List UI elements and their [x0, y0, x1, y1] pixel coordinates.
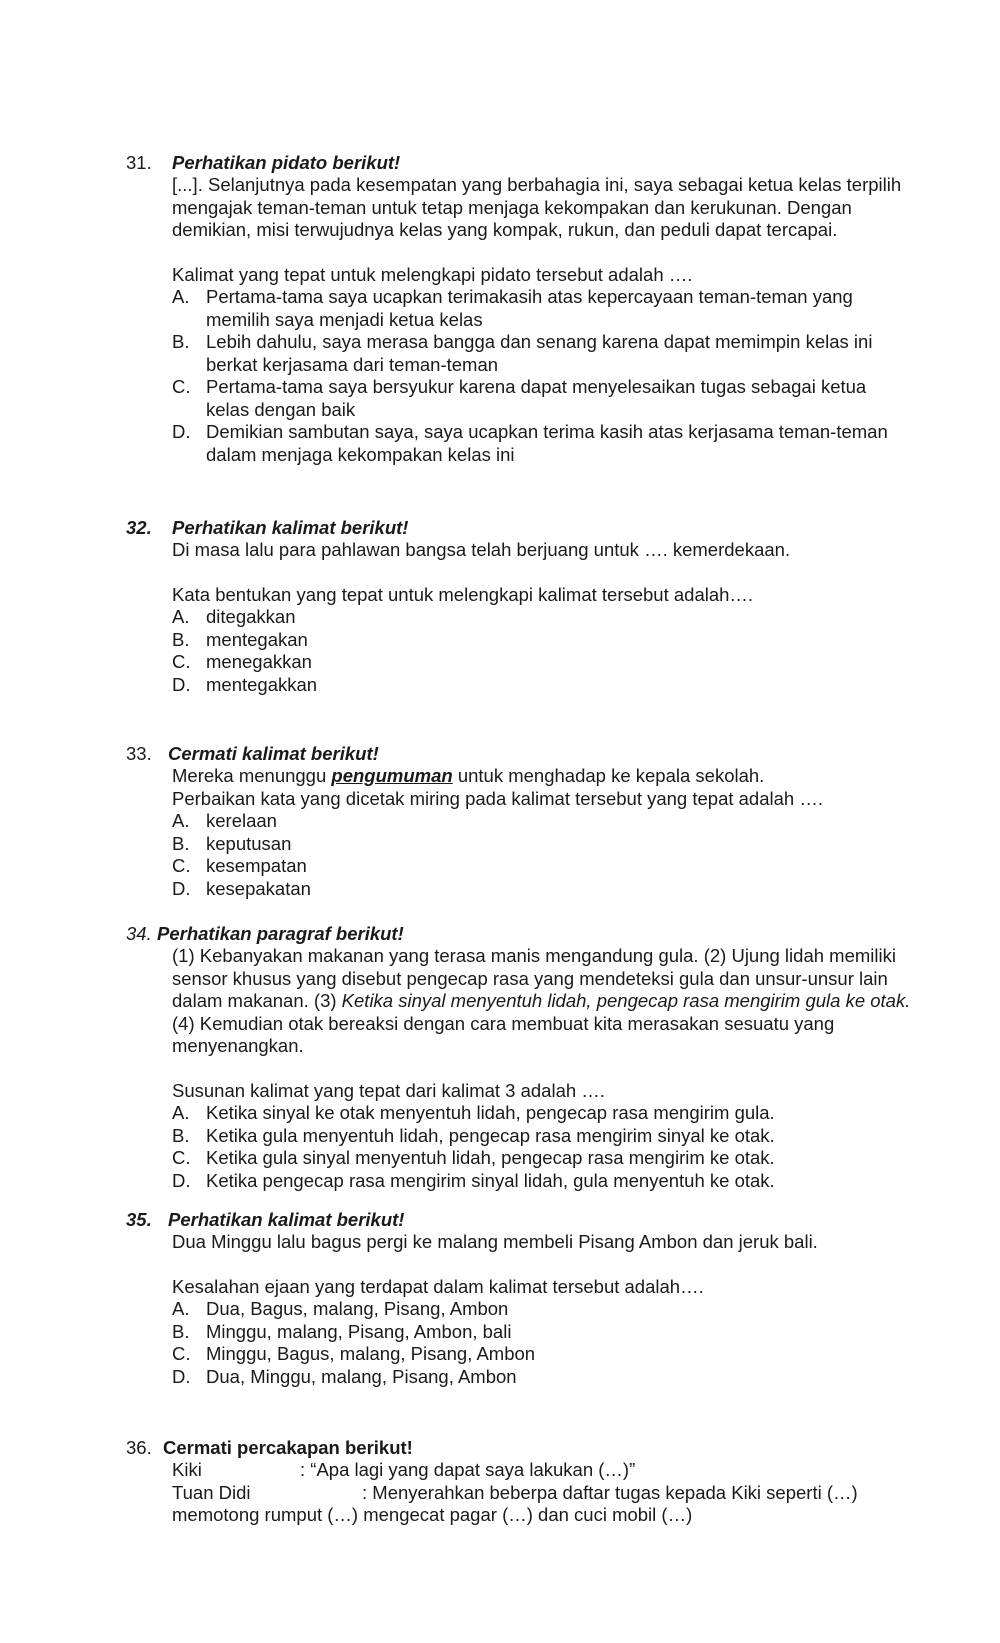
- option-letter: A.: [172, 286, 190, 307]
- option-text: Dua, Bagus, malang, Pisang, Ambon: [206, 1298, 509, 1319]
- answer-option-b[interactable]: [172, 1125, 912, 1148]
- option-letter: A.: [172, 1298, 190, 1319]
- question-sentence: Dua Minggu lalu bagus pergi ke malang membeli Pisang Ambon dan jeruk bali.: [172, 1231, 818, 1252]
- answer-option-c[interactable]: [172, 855, 912, 878]
- question-title: Perhatikan kalimat berikut!: [172, 517, 409, 538]
- option-text: kerelaan: [206, 810, 277, 831]
- answer-option-b[interactable]: [172, 629, 912, 652]
- answer-option-d[interactable]: [172, 1170, 912, 1193]
- option-letter: B.: [172, 331, 190, 352]
- option-text: Demikian sambutan saya, saya ucapkan terima kasih atas kerjasama teman-teman dalam menjaga kekompakan kelas ini: [206, 421, 888, 465]
- option-letter: C.: [172, 855, 191, 876]
- option-text: ditegakkan: [206, 606, 296, 627]
- option-text: Ketika sinyal ke otak menyentuh lidah, pengecap rasa mengirim gula.: [206, 1102, 775, 1123]
- option-letter: D.: [172, 421, 191, 442]
- marked-word: pengumuman: [331, 765, 453, 786]
- option-letter: D.: [172, 1169, 191, 1191]
- option-text: Dua, Minggu, malang, Pisang, Ambon: [206, 1365, 517, 1387]
- question-number: 32.: [126, 517, 152, 538]
- answer-option-b[interactable]: [172, 1321, 912, 1344]
- option-letter: B.: [172, 628, 190, 650]
- question-title: Perhatikan kalimat berikut!: [168, 1209, 405, 1230]
- option-text: Pertama-tama saya ucapkan terimakasih atas kepercayaan teman-teman yang memilih saya menjadi ketua kelas: [206, 286, 853, 330]
- answer-option-a[interactable]: [172, 1102, 912, 1125]
- answer-option-b[interactable]: [172, 331, 912, 376]
- option-text: Lebih dahulu, saya merasa bangga dan senang karena dapat memimpin kelas ini berkat kerjasama dari teman-teman: [206, 331, 873, 375]
- question-number: 35.: [126, 1209, 152, 1230]
- question-prompt: Perbaikan kata yang dicetak miring pada kalimat tersebut yang tepat adalah ….: [172, 787, 823, 809]
- question-prompt: Kesalahan ejaan yang terdapat dalam kalimat tersebut adalah….: [172, 1275, 704, 1297]
- question-sentence: Di masa lalu para pahlawan bangsa telah berjuang untuk …. kemerdekaan.: [172, 539, 791, 560]
- answer-option-d[interactable]: [172, 421, 912, 466]
- option-letter: C.: [172, 1147, 191, 1168]
- option-letter: A.: [172, 810, 190, 831]
- paragraph-passage: (1) Kebanyakan makanan yang terasa manis mengandung gula. (2) Ujung lidah memiliki sensor khusus yang disebut pengecap rasa yang mendeteksi gula dan unsur-unsur lain dalam makanan. (3) Ketika sinyal menyentuh lidah, pengecap rasa mengirim gula ke otak. (4) Kemudian otak bereaksi dengan cara membuat kita merasakan sesuatu yang menyenangkan.: [172, 945, 911, 1056]
- option-letter: A.: [172, 606, 190, 627]
- speaker-name: Kiki: [172, 1459, 202, 1480]
- answer-option-c[interactable]: [172, 651, 912, 674]
- answer-option-c[interactable]: [172, 1147, 912, 1170]
- option-text: menegakkan: [206, 651, 312, 672]
- option-letter: D.: [172, 673, 191, 695]
- question-number: 31.: [126, 152, 152, 173]
- answer-option-d[interactable]: [172, 1366, 912, 1389]
- speaker-name: Tuan Didi: [172, 1481, 251, 1503]
- dialogue-line-kiki: [172, 1459, 932, 1482]
- question-number: 36.: [126, 1437, 152, 1458]
- option-letter: D.: [172, 1365, 191, 1387]
- option-text: Ketika pengecap rasa mengirim sinyal lidah, gula menyentuh ke otak.: [206, 1169, 775, 1191]
- option-letter: B.: [172, 1124, 190, 1146]
- option-letter: C.: [172, 651, 191, 672]
- option-text: Ketika gula menyentuh lidah, pengecap rasa mengirim sinyal ke otak.: [206, 1124, 775, 1146]
- option-text: kesepakatan: [206, 877, 311, 899]
- speech-passage: [...]. Selanjutnya pada kesempatan yang berbahagia ini, saya sebagai ketua kelas terpilih mengajak teman-teman untuk tetap menjaga kekompakan dan kerukunan. Dengan demikian, misi terwujudnya kelas yang kompak, rukun, dan peduli dapat tercapai.: [172, 174, 902, 240]
- answer-option-a[interactable]: [172, 286, 912, 331]
- option-text: Ketika gula sinyal menyentuh lidah, pengecap rasa mengirim ke otak.: [206, 1147, 775, 1168]
- dialogue-line-tuan-didi: [172, 1482, 932, 1505]
- answer-option-d[interactable]: [172, 878, 912, 901]
- answer-option-a[interactable]: [172, 810, 912, 833]
- question-prompt: Susunan kalimat yang tepat dari kalimat 3 adalah ….: [172, 1079, 605, 1101]
- answer-option-a[interactable]: [172, 1298, 912, 1321]
- answer-option-c[interactable]: [172, 376, 912, 421]
- answer-option-b[interactable]: [172, 833, 912, 856]
- option-letter: B.: [172, 1320, 190, 1342]
- answer-option-c[interactable]: [172, 1343, 912, 1366]
- question-number: 33.: [126, 743, 152, 764]
- option-text: Minggu, Bagus, malang, Pisang, Ambon: [206, 1343, 536, 1364]
- question-title: Cermati kalimat berikut!: [168, 743, 379, 764]
- option-letter: D.: [172, 877, 191, 899]
- option-text: kesempatan: [206, 855, 307, 876]
- option-letter: C.: [172, 376, 191, 397]
- speaker-line: : “Apa lagi yang dapat saya lakukan (…)”: [300, 1459, 636, 1480]
- option-text: Minggu, malang, Pisang, Ambon, bali: [206, 1320, 512, 1342]
- option-text: mentegakkan: [206, 673, 318, 695]
- option-text: keputusan: [206, 832, 292, 854]
- question-prompt: Kalimat yang tepat untuk melengkapi pidato tersebut adalah ….: [172, 263, 693, 285]
- option-letter: A.: [172, 1102, 190, 1123]
- option-letter: B.: [172, 832, 190, 854]
- question-number: 34.: [126, 923, 152, 944]
- question-title: Cermati percakapan berikut!: [163, 1437, 413, 1458]
- answer-option-a[interactable]: [172, 606, 912, 629]
- question-sentence: Mereka menunggu pengumuman untuk menghadap ke kepala sekolah.: [172, 765, 765, 786]
- question-title: Perhatikan pidato berikut!: [172, 152, 401, 173]
- question-title: Perhatikan paragraf berikut!: [157, 923, 404, 944]
- answer-option-d[interactable]: [172, 674, 912, 697]
- speaker-line: : Menyerahkan beberpa daftar tugas kepada Kiki seperti (…): [362, 1481, 858, 1503]
- italic-sentence: Ketika sinyal menyentuh lidah, pengecap rasa mengirim gula ke otak.: [341, 990, 911, 1011]
- question-prompt: Kata bentukan yang tepat untuk melengkapi kalimat tersebut adalah….: [172, 583, 754, 605]
- dialogue-continuation: memotong rumput (…) mengecat pagar (…) dan cuci mobil (…): [172, 1504, 693, 1525]
- option-text: Pertama-tama saya bersyukur karena dapat menyelesaikan tugas sebagai ketua kelas dengan baik: [206, 376, 867, 420]
- option-text: mentegakan: [206, 628, 308, 650]
- option-letter: C.: [172, 1343, 191, 1364]
